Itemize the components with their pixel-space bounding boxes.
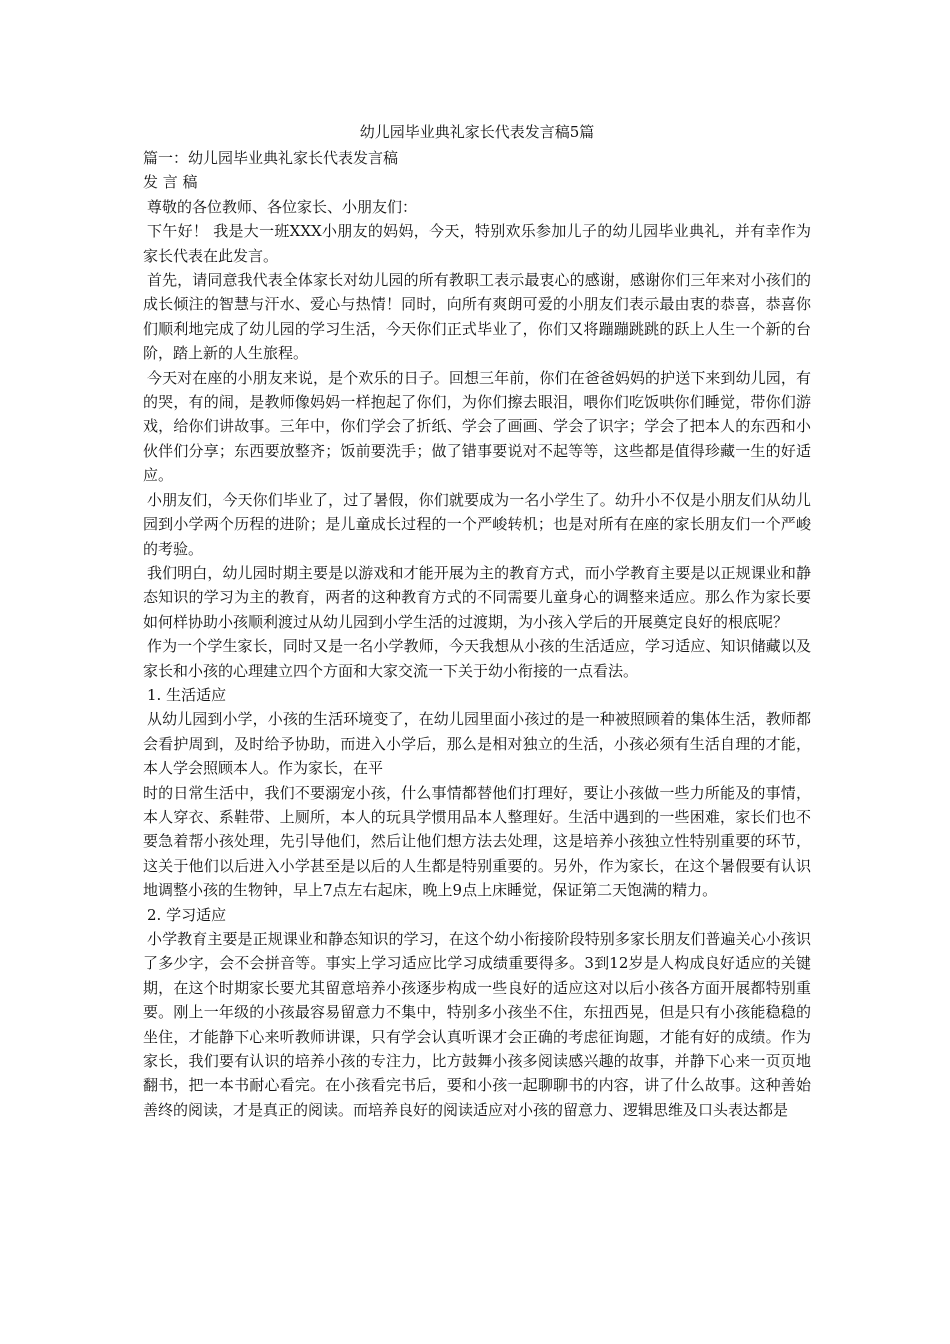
heading-study-adaptation: 2. 学习适应 xyxy=(147,905,227,924)
paragraph-life-a: 从幼儿园到小学，小孩的生活环境变了，在幼儿园里面小孩过的是一种被照顾着的集体生活，教师都会看护周到，及时给予协助，而进入小学后，那么是相对独立的生活，小孩必须有生活自理的才能，本人学会照顾本人。作为家长，在平 xyxy=(143,710,811,778)
document-title: 幼儿园毕业典礼家长代表发言稿5篇 xyxy=(359,123,595,141)
document-label: 发 言 稿 xyxy=(143,173,198,192)
salutation: 尊敬的各位教师、各位家长、小朋友们： xyxy=(147,197,418,216)
paragraph-transition: 我们明白，幼儿园时期主要是以游戏和才能开展为主的教育方式，而小学教育主要是以正规课业和静态知识的学习为主的教育，两者的这种教育方式的不同需要儿童身心的调整来适应。那么作为家长要如何样协助小孩顺利渡过从幼儿园到小学生活的过渡期，为小孩入学后的开展奠定良好的根底呢？ xyxy=(143,563,811,631)
paragraph-graduation: 小朋友们，今天你们毕业了，过了暑假，你们就要成为一名小学生了。幼升小不仅是小朋友们从幼儿园到小学两个历程的进阶；是儿童成长过程的一个严峻转机；也是对所有在座的家长朋友们一个严峻的考验。 xyxy=(143,490,811,558)
paragraph-thanks: 首先，请同意我代表全体家长对幼儿园的所有教职工表示最衷心的感谢，感谢你们三年来对小孩们的成长倾注的智慧与汗水、爱心与热情！同时，向所有爽朗可爱的小朋友们表示最由衷的恭喜，恭喜你们顺利地完成了幼儿园的学习生活，今天你们正式毕业了，你们又将蹦蹦跳跳的跃上人生一个新的台阶，踏上新的人生旅程。 xyxy=(143,271,811,363)
document-page xyxy=(143,120,811,1122)
paragraph-memories: 今天对在座的小朋友来说，是个欢乐的日子。回想三年前，你们在爸爸妈妈的护送下来到幼儿园，有的哭，有的闹，是教师像妈妈一样抱起了你们，为你们擦去眼泪，喂你们吃饭哄你们睡觉，带你们游戏，给你们讲故事。三年中，你们学会了折纸、学会了画画、学会了识字；学会了把本人的东西和小伙伴们分享；东西要放整齐；饭前要洗手；做了错事要说对不起等等，这些都是值得珍藏一生的好适应。 xyxy=(143,368,811,485)
section-heading: 篇一：幼儿园毕业典礼家长代表发言稿 xyxy=(143,149,399,167)
paragraph-greeting: 下午好！ 我是大一班XXX小朋友的妈妈，今天，特别欢乐参加儿子的幼儿园毕业典礼，并有幸作为家长代表在此发言。 xyxy=(143,222,811,265)
paragraph-outline: 作为一个学生家长，同时又是一名小学教师，今天我想从小孩的生活适应，学习适应、知识储藏以及家长和小孩的心理建立四个方面和大家交流一下关于幼小衔接的一点看法。 xyxy=(143,637,811,680)
heading-life-adaptation: 1. 生活适应 xyxy=(147,685,227,704)
paragraph-life-b: 时的日常生活中，我们不要溺宠小孩，什么事情都替他们打理好，要让小孩做一些力所能及的事情，本人穿衣、系鞋带、上厕所，本人的玩具学惯用品本人整理好。生活中遇到的一些困难，家长们也不要急着帮小孩处理，先引导他们，然后让他们想方法去处理，这是培养小孩独立性特别重要的环节，这关于他们以后进入小学甚至是以后的人生都是特别重要的。另外，作为家长，在这个暑假要有认识地调整小孩的生物钟，早上7点左右起床，晚上9点上床睡觉，保证第二天饱满的精力。 xyxy=(143,783,811,900)
paragraph-study: 小学教育主要是正规课业和静态知识的学习，在这个幼小衔接阶段特别多家长朋友们普遍关心小孩识了多少字，会不会拼音等。事实上学习适应比学习成绩重要得多。3到12岁是人构成良好适应的关键期，在这个时期家长要尤其留意培养小孩逐步构成一些良好的适应这对以后小孩各方面开展都特别重要。刚上一年级的小孩最容易留意力不集中，特别多小孩坐不住，东扭西晃，但是只有小孩能稳稳的坐住，才能静下心来听教师讲课，只有学会认真听课才会正确的考虑征询题，才能有好的成绩。作为家长，我们要有认识的培养小孩的专注力，比方鼓舞小孩多阅读感兴趣的故事，并静下心来一页页地翻书，把一本书耐心看完。在小孩看完书后，要和小孩一起聊聊书的内容，讲了什么故事。这种善始善终的阅读，才是真正的阅读。而培养良好的阅读适应对小孩的留意力、逻辑思维及口头表达都是 xyxy=(143,930,811,1119)
